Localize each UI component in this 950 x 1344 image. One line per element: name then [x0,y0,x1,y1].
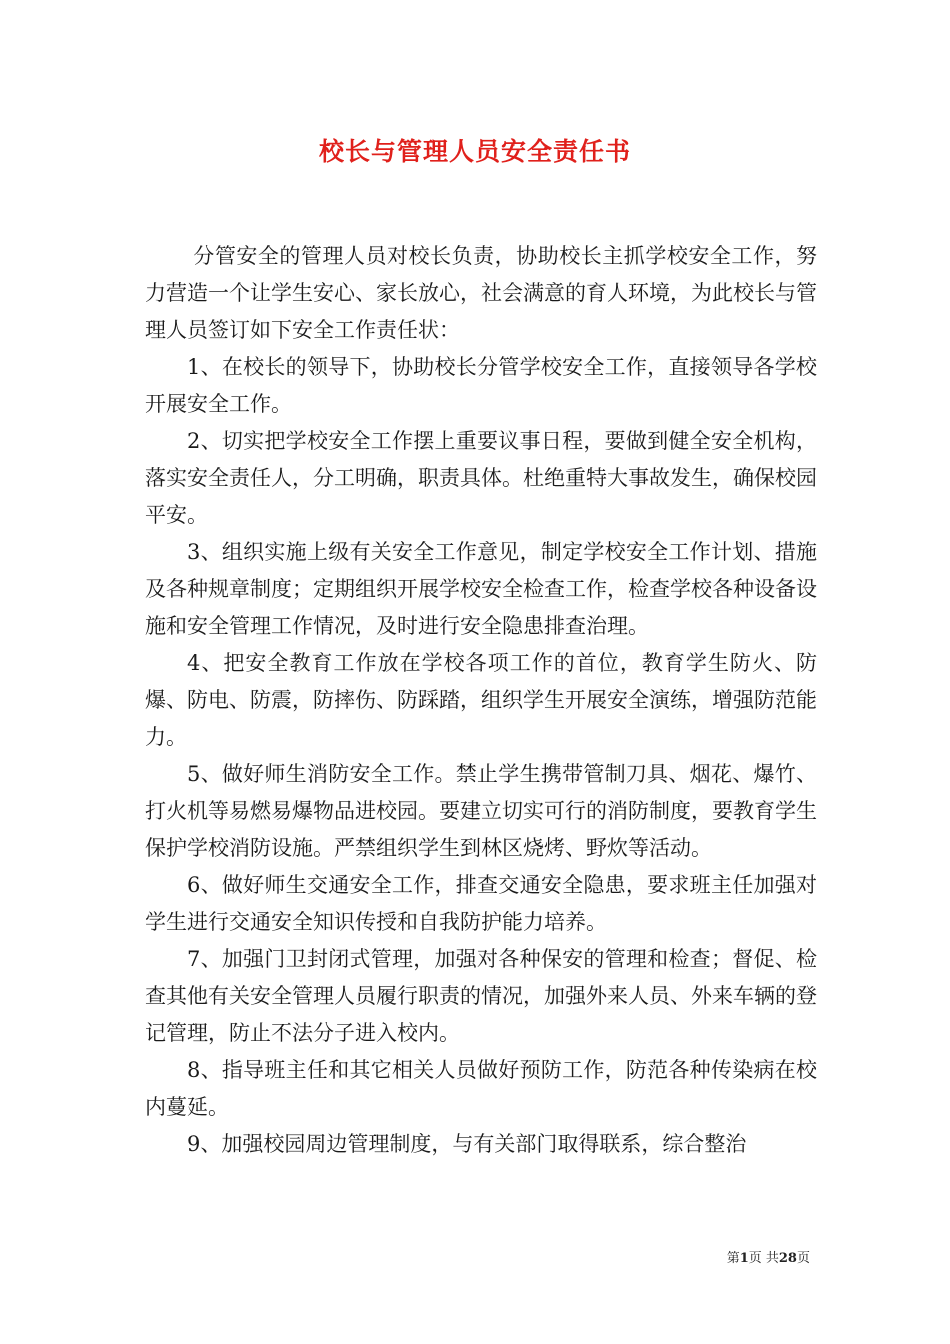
paragraph-item-2: 2、切实把学校安全工作摆上重要议事日程，要做到健全安全机构，落实安全责任人，分工明确，职责具体。杜绝重特大事故发生，确保校园平安。 [145,429,817,527]
paragraph-item-4: 4、把安全教育工作放在学校各项工作的首位，教育学生防火、防爆、防电、防震，防摔伤、防踩踏，组织学生开展安全演练，增强防范能力。 [145,651,817,749]
paragraph-item-6: 6、做好师生交通安全工作，排查交通安全隐患，要求班主任加强对学生进行交通安全知识传授和自我防护能力培养。 [145,873,817,934]
footer-total-pages: 28 [778,1251,797,1266]
footer-middle: 页 共 [748,1251,779,1266]
document-body [145,238,817,1163]
paragraph-item-8: 8、指导班主任和其它相关人员做好预防工作，防范各种传染病在校内蔓延。 [145,1058,817,1119]
paragraph-item-5: 5、做好师生消防安全工作。禁止学生携带管制刀具、烟花、爆竹、打火机等易燃易爆物品进校园。要建立切实可行的消防制度，要教育学生保护学校消防设施。严禁组织学生到林区烧烤、野炊等活动。 [145,762,817,860]
paragraph-item-1: 1、在校长的领导下，协助校长分管学校安全工作，直接领导各学校开展安全工作。 [145,355,817,416]
page-number-footer [650,1247,810,1266]
paragraph-item-9: 9、加强校园周边管理制度，与有关部门取得联系，综合整治 [187,1132,747,1156]
footer-current-page: 1 [739,1251,749,1266]
paragraph-item-3: 3、组织实施上级有关安全工作意见，制定学校安全工作计划、措施及各种规章制度；定期组织开展学校安全检查工作，检查学校各种设备设施和安全管理工作情况，及时进行安全隐患排查治理。 [145,540,817,638]
document-title: 校长与管理人员安全责任书 [318,137,631,166]
paragraph-item-7: 7、加强门卫封闭式管理，加强对各种保安的管理和检查；督促、检查其他有关安全管理人员履行职责的情况，加强外来人员、外来车辆的登记管理，防止不法分子进入校内。 [145,947,817,1045]
footer-prefix: 第 [726,1251,740,1266]
footer-suffix: 页 [796,1251,810,1266]
paragraph-intro: 分管安全的管理人员对校长负责，协助校长主抓学校安全工作，努力营造一个让学生安心、家长放心，社会满意的育人环境，为此校长与管理人员签订如下安全工作责任状： [145,244,817,342]
